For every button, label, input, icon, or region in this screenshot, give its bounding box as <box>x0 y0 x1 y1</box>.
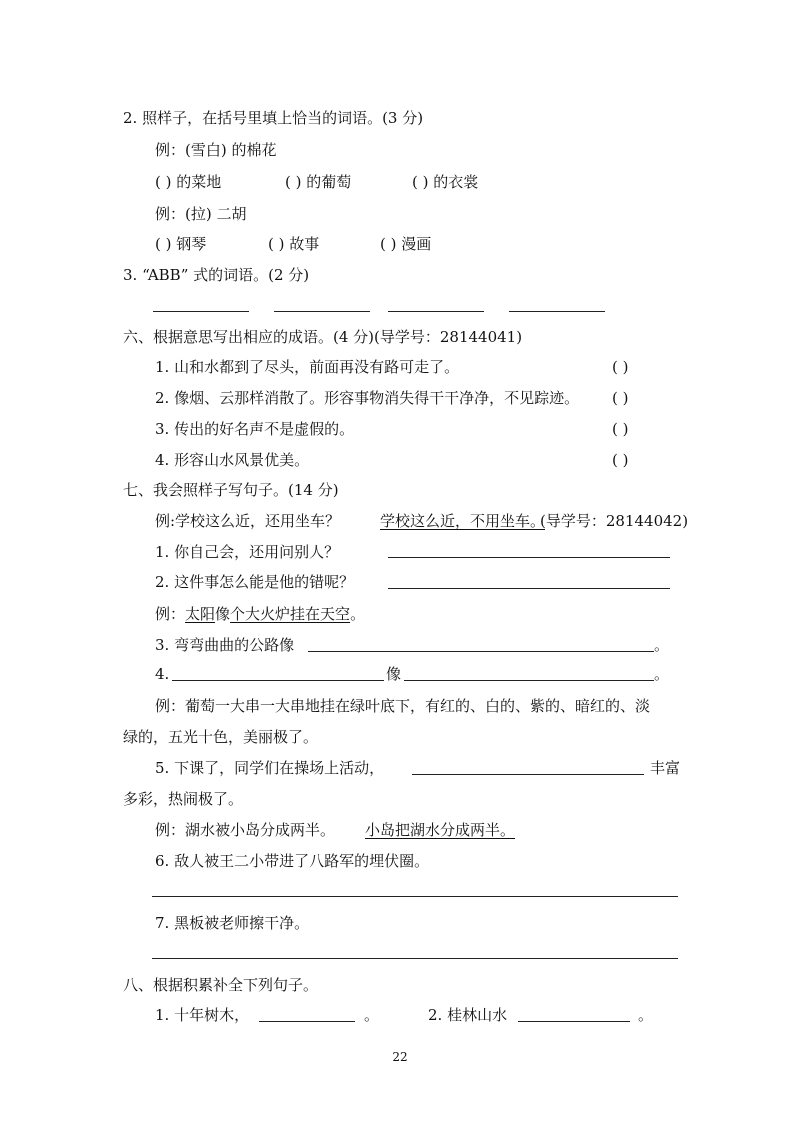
q2-blank-5: ( ) 故事 <box>268 235 320 253</box>
section-7-title: 七、我会照样子写句子。(14 分) <box>123 481 339 499</box>
q3-answer-line-2[interactable] <box>274 311 370 312</box>
s8-q1-end: 。 <box>364 1006 380 1024</box>
s7-guide-number: (导学号：28144042) <box>540 512 689 530</box>
q3-answer-line-1[interactable] <box>153 311 249 312</box>
s7-q1: 1. 你自己会，还用问别人？ <box>155 543 340 561</box>
q2-example-2: 例：(拉) 二胡 <box>155 205 247 223</box>
s7-example-4-question: 例：湖水被小岛分成两半。 <box>155 821 336 839</box>
s7-q5-line-2: 多彩，热闹极了。 <box>123 790 244 808</box>
s7-q3-end: 。 <box>654 636 670 654</box>
q2-blank-1: ( ) 的菜地 <box>155 173 222 191</box>
section-8-title: 八、根据积累补全下列句子。 <box>123 976 319 994</box>
s6-answer-1[interactable]: ( ) <box>612 358 629 376</box>
s6-answer-2[interactable]: ( ) <box>612 389 629 407</box>
s8-q2-answer-line[interactable] <box>518 1021 630 1022</box>
q2-title: 2. 照样子，在括号里填上恰当的词语。(3 分) <box>123 109 424 127</box>
s7-q2-answer-line[interactable] <box>388 588 670 589</box>
q2-blank-3: ( ) 的衣裳 <box>412 173 479 191</box>
s7-q5-end: 丰富 <box>650 759 681 777</box>
s6-item-2: 2. 像烟、云那样消散了。形容事物消失得干干净净，不见踪迹。 <box>155 389 580 407</box>
s7-q2: 2. 这件事怎么能是他的错呢？ <box>155 573 355 591</box>
s6-item-1: 1. 山和水都到了尽头，前面再没有路可走了。 <box>155 358 460 376</box>
s6-answer-4[interactable]: ( ) <box>612 451 629 469</box>
s7-q4: 4. <box>155 665 170 683</box>
section-6-title: 六、根据意思写出相应的成语。(4 分)(导学号：28144041) <box>123 328 523 346</box>
q2-blank-2: ( ) 的葡萄 <box>285 173 352 191</box>
s7-q6-answer-line[interactable] <box>152 896 678 897</box>
s7-example-1-answer: 学校这么近，不用坐车。 <box>380 512 546 530</box>
s8-q2: 2. 桂林山水 <box>428 1006 508 1024</box>
s6-answer-3[interactable]: ( ) <box>612 420 629 438</box>
s8-q1-answer-line[interactable] <box>259 1021 355 1022</box>
s7-q7-answer-line[interactable] <box>152 958 678 959</box>
s7-example-3-line-2: 绿的，五光十色，美丽极了。 <box>123 728 319 746</box>
s7-q4-end: 。 <box>654 665 670 683</box>
s7-q3-answer-line[interactable] <box>308 651 654 652</box>
q2-blank-6: ( ) 漫画 <box>380 235 432 253</box>
page-number: 22 <box>392 1050 408 1064</box>
s7-q5-answer-line[interactable] <box>412 774 644 775</box>
s7-example-2: 例：太阳像个大火炉挂在天空。 <box>155 605 366 623</box>
s7-q7: 7. 黑板被老师擦干净。 <box>155 914 310 932</box>
s7-q3: 3. 弯弯曲曲的公路像 <box>155 636 295 654</box>
q3-answer-line-4[interactable] <box>509 311 605 312</box>
s7-q4-answer-line-1[interactable] <box>172 680 384 681</box>
s7-example-3-line-1: 例：葡萄一大串一大串地挂在绿叶底下，有红的、白的、紫的、暗红的、淡 <box>155 697 651 715</box>
q3-answer-line-3[interactable] <box>388 311 484 312</box>
s7-q6: 6. 敌人被王二小带进了八路军的埋伏圈。 <box>155 852 430 870</box>
s7-q4-mid: 像 <box>386 665 402 683</box>
s6-item-3: 3. 传出的好名声不是虚假的。 <box>155 420 355 438</box>
s7-example-1-question: 例:学校这么近，还用坐车？ <box>155 512 341 530</box>
s7-q4-answer-line-2[interactable] <box>404 680 654 681</box>
q2-example-1: 例：(雪白) 的棉花 <box>155 141 277 159</box>
s7-q5: 5. 下课了，同学们在操场上活动， <box>155 759 385 777</box>
q3-title: 3. “ABB” 式的词语。(2 分) <box>123 266 310 284</box>
s6-item-4: 4. 形容山水风景优美。 <box>155 451 310 469</box>
s8-q2-end: 。 <box>638 1006 654 1024</box>
s7-example-4-answer: 小岛把湖水分成两半。 <box>365 821 516 839</box>
s8-q1: 1. 十年树木， <box>155 1006 250 1024</box>
s7-q1-answer-line[interactable] <box>388 557 670 558</box>
q2-blank-4: ( ) 钢琴 <box>155 235 207 253</box>
